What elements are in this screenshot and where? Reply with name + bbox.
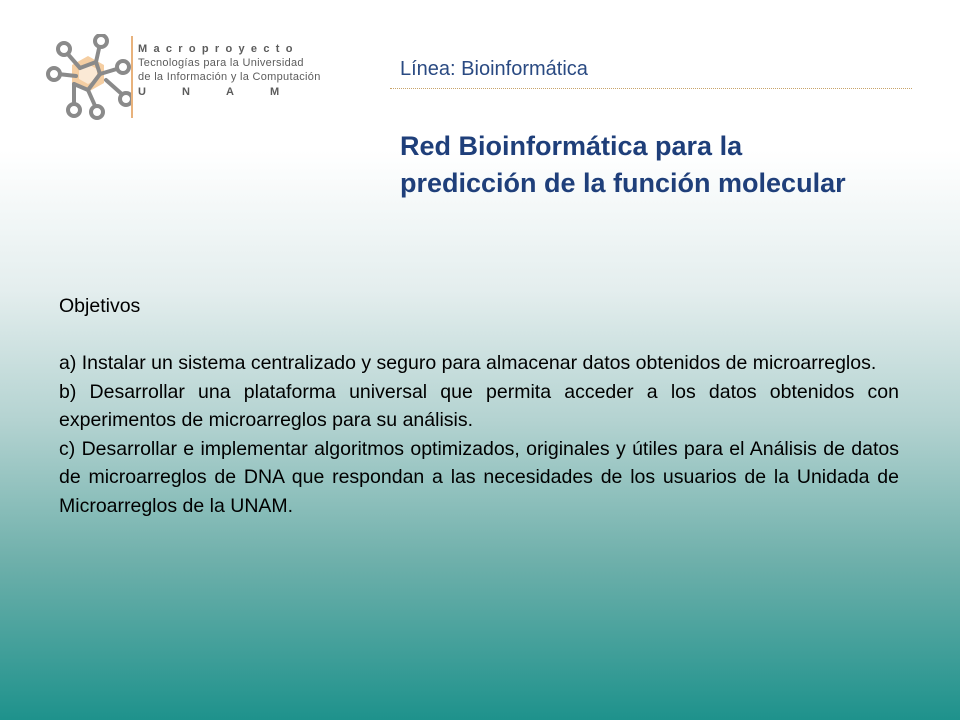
logo-unam-letter: A (226, 86, 234, 98)
header-divider (390, 88, 912, 89)
research-line-label: Línea: Bioinformática (400, 58, 588, 80)
objectives-heading: Objetivos (59, 295, 141, 317)
objective-item-b: b) Desarrollar una plataforma universal que permita acceder a los datos obtenidos con experimentos de microarreglos para su análisis. (59, 380, 899, 431)
objective-item-a: a) Instalar un sistema centralizado y seguro para almacenar datos obtenidos de microarreglos. (59, 352, 877, 374)
logo-unam-letter: U (138, 86, 146, 98)
macroproyecto-logo (44, 34, 344, 124)
logo-subtitle-line-2: de la Información y la Computación (138, 71, 321, 83)
logo-title: Macroproyecto (138, 43, 299, 55)
logo-unam (138, 84, 321, 100)
logo-text (138, 42, 321, 100)
logo-unam-letter: M (270, 86, 280, 98)
logo-divider (131, 36, 133, 118)
objective-item-c: c) Desarrollar e implementar algoritmos optimizados, originales y útiles para el Análisis de datos de microarreglos de DNA que respondan a las necesidades de los usuarios de la Unidada de Microarreglos de la UNAM. (59, 437, 899, 517)
spacer (59, 321, 899, 350)
logo-subtitle-line-1: Tecnologías para la Universidad (138, 57, 304, 69)
objectives-section (59, 292, 899, 520)
logo-unam-letter: N (182, 86, 190, 98)
molecule-network-icon (44, 34, 132, 122)
slide-title: Red Bioinformática para la predicción de la función molecular (400, 131, 846, 198)
